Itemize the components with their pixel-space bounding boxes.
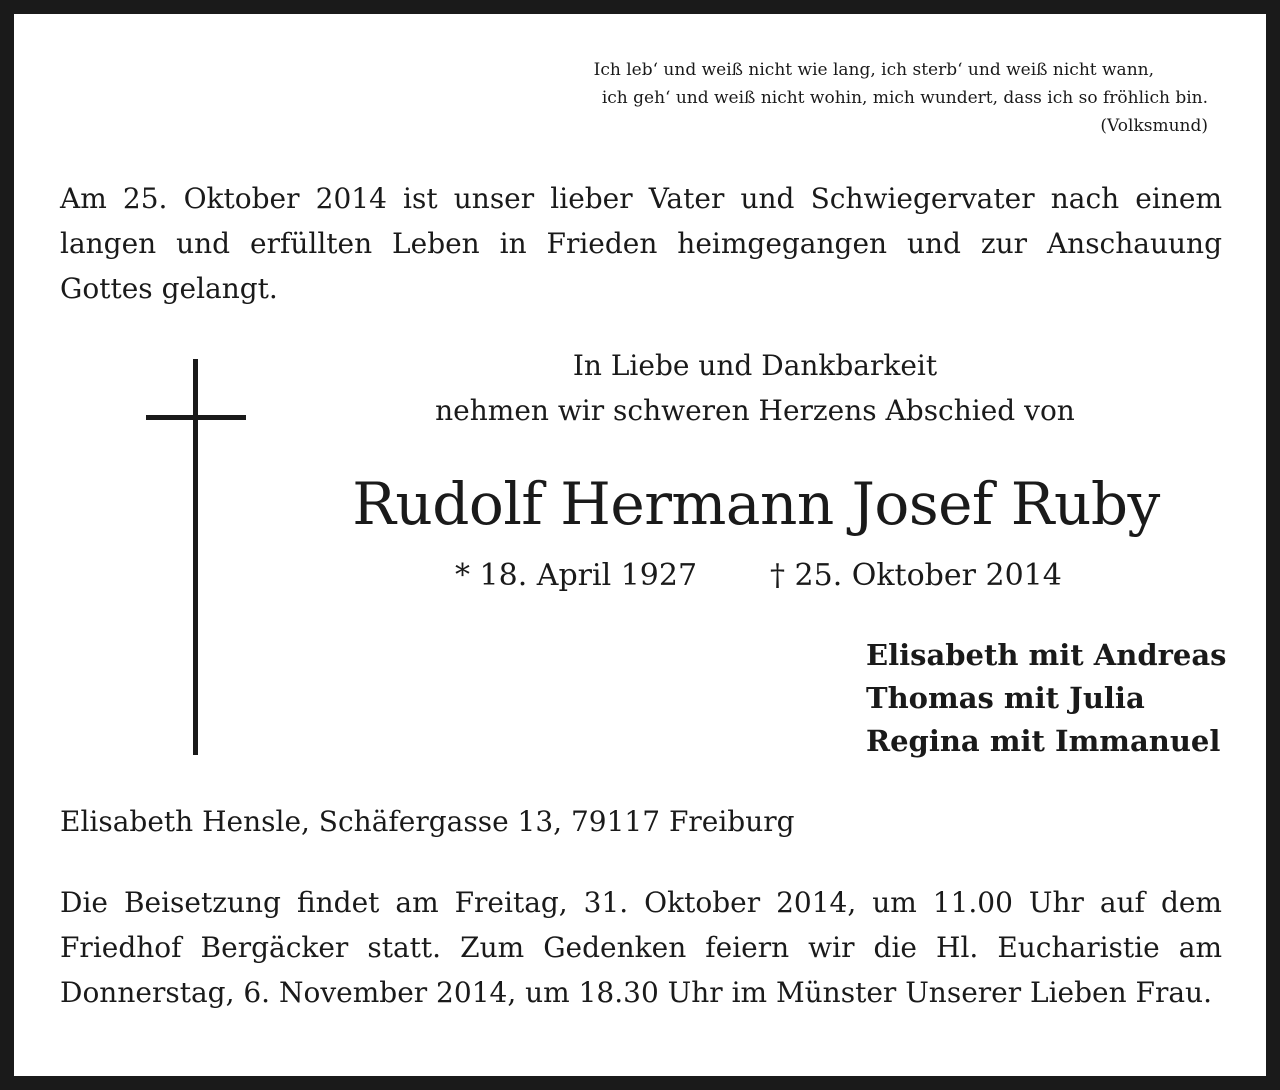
family-member: Elisabeth mit Andreas [866, 638, 1227, 672]
birth-date: * 18. April 1927 [455, 558, 698, 593]
intro-paragraph: Am 25. Oktober 2014 ist unser lieber Vater und Schwiegervater nach einem langen und erfüllten Leben in Frieden heimgegangen und zur Anschauung Gottes gelangt. [60, 182, 1222, 305]
motto-line-2: ich geh‘ und weiß nicht wohin, mich wundert, dass ich so fröhlich bin. [601, 88, 1208, 108]
motto-quote [508, 56, 1208, 140]
farewell-text [354, 343, 1156, 433]
cross-horizontal-bar [146, 415, 246, 420]
deceased-name: Rudolf Hermann Josef Ruby [352, 470, 1160, 538]
motto-line-1: Ich leb‘ und weiß nicht wie lang, ich sterb‘ und weiß nicht wann, [593, 60, 1154, 80]
death-date: † 25. Oktober 2014 [770, 558, 1062, 593]
family-member: Thomas mit Julia [866, 681, 1145, 715]
farewell-line-2: nehmen wir schweren Herzens Abschied von [435, 394, 1075, 427]
mourning-address: Elisabeth Hensle, Schäfergasse 13, 79117 Freiburg [60, 805, 795, 838]
obituary-notice [14, 14, 1266, 1076]
family-list [866, 634, 1226, 763]
farewell-line-1: In Liebe und Dankbarkeit [572, 349, 938, 382]
latin-cross-icon [146, 359, 246, 755]
motto-source: (Volksmund) [1100, 116, 1208, 136]
burial-paragraph: Die Beisetzung findet am Freitag, 31. Oktober 2014, um 11.00 Uhr auf dem Friedhof Bergäcker statt. Zum Gedenken feiern wir die Hl. Eucharistie am Donnerstag, 6. November 2014, um 18.30 Uhr im Münster Unserer Lieben Frau. [60, 886, 1222, 1009]
family-member: Regina mit Immanuel [866, 724, 1221, 758]
